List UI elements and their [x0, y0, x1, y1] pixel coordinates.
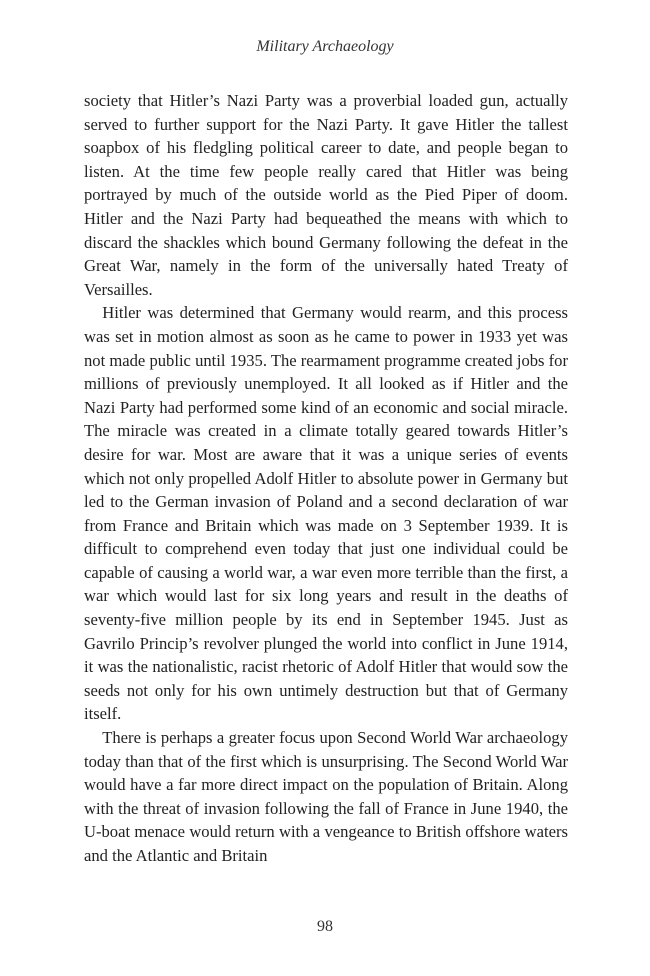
running-header: Military Archaeology — [256, 38, 394, 55]
paragraph-ww2-archaeology: There is perhaps a greater focus upon Second World War archaeology today than that of the first which is unsurprising. The Second World War would have a far more direct impact on the population of Britain. Along with the threat of invasion following the fall of France in June 1940, the U-boat menace would return with a vengeance to British offshore waters and the Atlantic and Britain — [84, 728, 568, 865]
page-number: 98 — [317, 918, 333, 935]
paragraph-rearmament: Hitler was determined that Germany would rearm, and this process was set in motion almost as soon as he came to power in 1933 yet was not made public until 1935. The rearmament programme created jobs for millions of previously unemployed. It all looked as if Hitler and the Nazi Party had performed some kind of an economic and social miracle. The miracle was created in a climate totally geared towards Hitler’s desire for war. Most are aware that it was a unique series of events which not only propelled Adolf Hitler to absolute power in Germany but led to the German invasion of Poland and a second declaration of war from France and Britain which was made on 3 September 1939. It is difficult to comprehend even today that just one individual could be capable of causing a world war, a war even more terrible than the first, a war which would last for six long years and result in the deaths of seventy-five million people by its end in September 1945. Just as Gavrilo Princip’s revolver plunged the world into conflict in June 1914, it was the nationalistic, racist rhetoric of Adolf Hitler that would sow the seeds not only for his own untimely destruction but that of Germany itself. — [84, 303, 568, 724]
paragraph-continued: society that Hitler’s Nazi Party was a proverbial loaded gun, actually served to further support for the Nazi Party. It gave Hitler the tallest soapbox of his fledgling political career to date, and people began to listen. At the time few people really cared that Hitler was being portrayed by much of the outside world as the Pied Piper of doom. Hitler and the Nazi Party had bequeathed the means with which to discard the shackles which bound Germany following the defeat in the Great War, namely in the form of the universally hated Treaty of Versailles. — [84, 91, 568, 299]
body-text — [84, 89, 568, 868]
